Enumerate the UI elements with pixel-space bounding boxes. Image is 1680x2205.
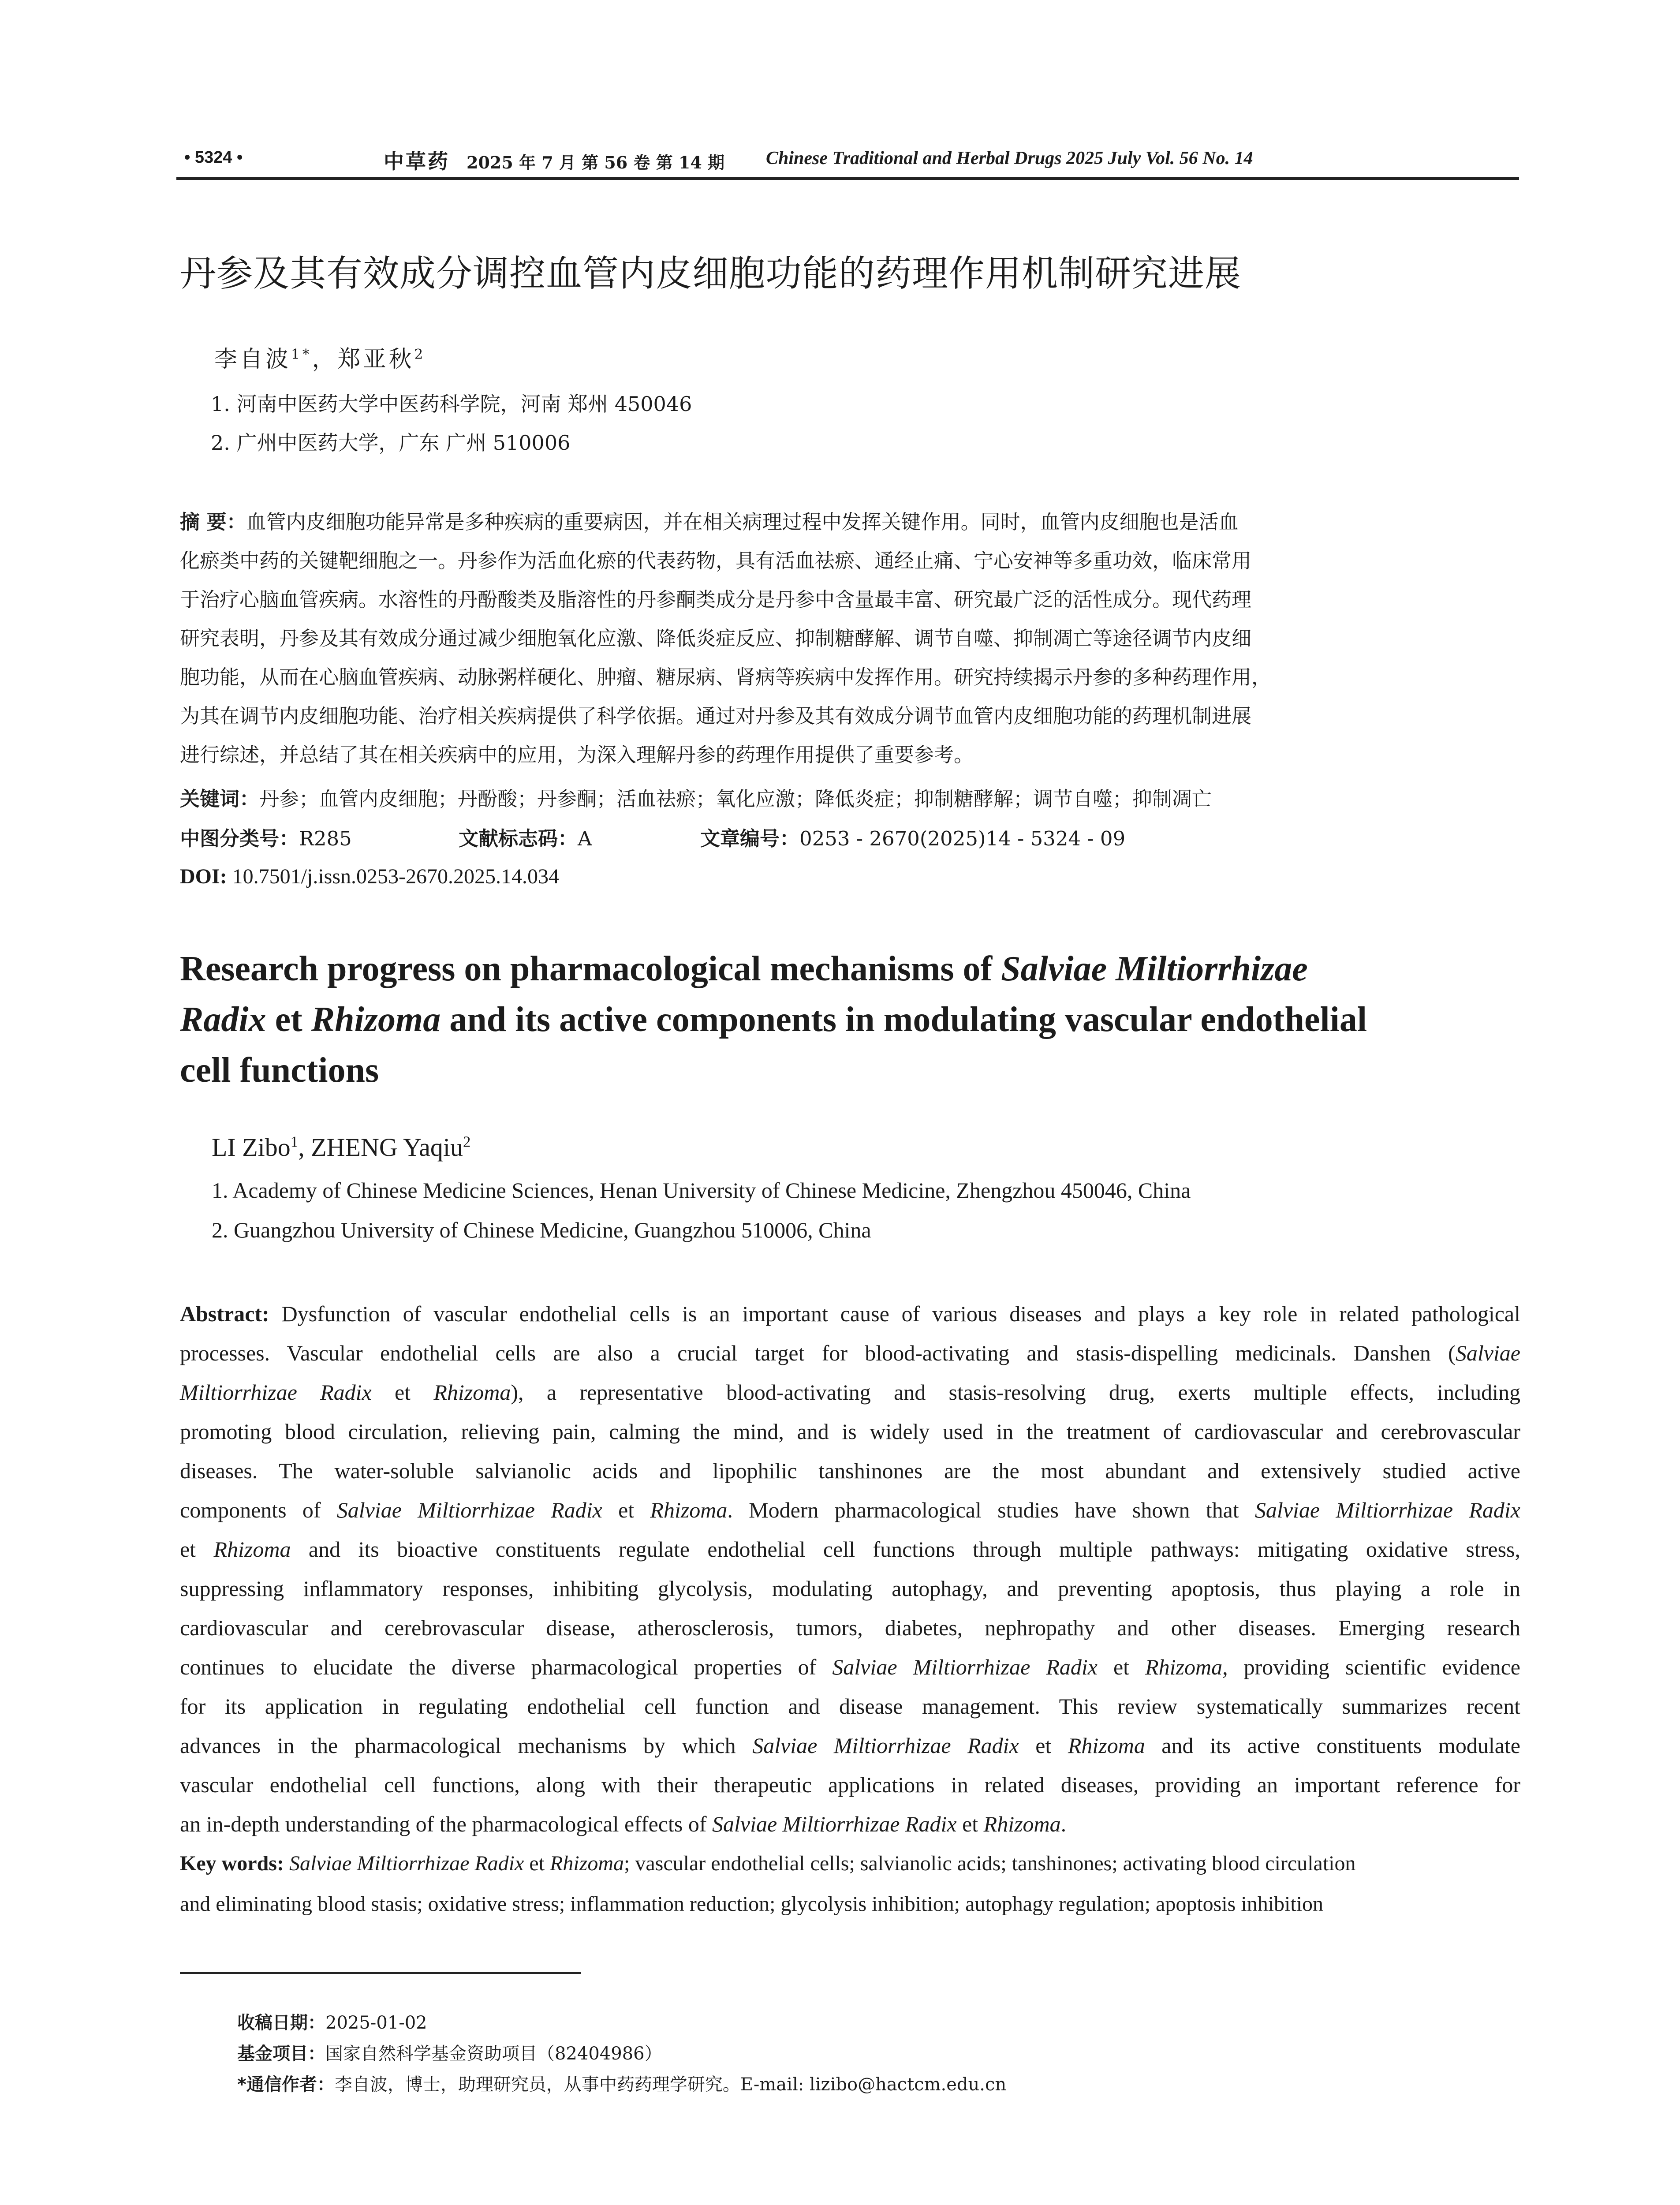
author-2-en-sup: 2	[463, 1133, 471, 1151]
footnote-rule	[180, 1972, 581, 1974]
keywords-cn-label: 关键词：	[180, 787, 260, 811]
abstract-en-text: components of	[180, 1498, 337, 1522]
abstract-en-text: promoting blood circulation, relieving pain, calming the mind, and is widely used in the treatment of cardiovascular and cerebrovascular	[180, 1419, 1520, 1444]
article-number	[700, 822, 1125, 851]
authors-cn	[214, 340, 426, 374]
title-en-text: Research progress on pharmacological mechanisms of	[180, 949, 1001, 988]
abstract-cn-line: 于治疗心脑血管疾病。水溶性的丹酚酸类及脂溶性的丹参酮类成分是丹参中含量最丰富、研究最广泛的活性成分。现代药理	[180, 588, 1252, 611]
abstract-en-italic: Rhizoma	[1145, 1655, 1223, 1679]
footnote-corresponding	[237, 2070, 1006, 2096]
abstract-en-text: et	[1019, 1733, 1068, 1758]
journal-name-en: Chinese Traditional and Herbal Drugs 2025 July Vol. 56 No. 14	[766, 148, 1253, 168]
abstract-en-text: for its application in regulating endothelial cell function and disease management. This review systematically summarizes recent	[180, 1694, 1520, 1719]
author-2-cn: 郑亚秋	[337, 346, 414, 373]
abstract-en-italic: Salviae Miltiorrhizae Radix	[752, 1733, 1019, 1758]
abstract-en-italic: Salviae Miltiorrhizae Radix	[712, 1812, 957, 1836]
received-date: 2025-01-02	[325, 2013, 427, 2033]
corresponding-label: *通信作者：	[237, 2074, 335, 2095]
clc-value: R285	[299, 827, 352, 850]
doc-code	[459, 822, 592, 851]
author-1-sup: 1*	[291, 346, 312, 363]
classification-line	[180, 822, 352, 851]
abstract-cn-label: 摘 要：	[180, 510, 246, 534]
abstract-en-text: et	[371, 1380, 434, 1405]
abstract-en-text: et	[956, 1812, 984, 1836]
footnote-received	[237, 2009, 427, 2034]
abstract-cn-line: 研究表明，丹参及其有效成分通过减少细胞氧化应激、降低炎症反应、抑制糖酵解、调节自噬、抑制凋亡等途径调节内皮细	[180, 627, 1252, 650]
abstract-en-italic: Salviae Miltiorrhizae Radix	[832, 1655, 1098, 1679]
title-en-italic: Rhizoma	[311, 1000, 441, 1039]
abstract-cn-line: 为其在调节内皮细胞功能、治疗相关疾病提供了科学依据。通过对丹参及其有效成分调节血管内皮细胞功能的药理机制进展	[180, 704, 1252, 728]
abstract-cn-line: 血管内皮细胞功能异常是多种疾病的重要病因，并在相关病理过程中发挥关键作用。同时，血管内皮细胞也是活血	[246, 510, 1239, 534]
author-1-cn: 李自波	[214, 346, 291, 373]
affiliation-en-1: 1. Academy of Chinese Medicine Sciences, Henan University of Chinese Medicine, Zhengzhou 450046, China	[212, 1178, 1191, 1203]
keywords-en-text: and eliminating blood stasis; oxidative stress; inflammation reduction; glycolysis inhibition; autophagy regulation; apoptosis inhibition	[180, 1892, 1324, 1916]
keywords-en-italic: Salviae Miltiorrhizae Radix	[284, 1852, 524, 1875]
article-number-label: 文章编号：	[700, 827, 800, 850]
abstract-en-text: vascular endothelial cell functions, along with their therapeutic applications in related diseases, providing an important reference for	[180, 1772, 1520, 1797]
abstract-en-text: and its bioactive constituents regulate endothelial cell functions through multiple pathways: mitigating oxidative stress,	[291, 1537, 1520, 1562]
clc-label: 中图分类号：	[180, 827, 299, 850]
abstract-en-text: processes. Vascular endothelial cells are also a crucial target for blood-activating and stasis-dispelling medicinals. Danshen (	[180, 1341, 1456, 1365]
title-en-italic: Salviae Miltiorrhizae	[1001, 949, 1308, 988]
abstract-en-text: et	[602, 1498, 650, 1522]
doc-code-value: A	[578, 827, 592, 850]
author-1-en: LI Zibo	[212, 1133, 291, 1162]
abstract-en-text: Dysfunction of vascular endothelial cells is an important cause of various diseases and plays a key role in related pathological	[269, 1301, 1520, 1326]
author-separator: ，	[312, 346, 338, 373]
abstract-en-text: .	[1060, 1812, 1067, 1836]
fund-value: 国家自然科学基金资助项目（82404986）	[325, 2044, 662, 2064]
abstract-en-text: diseases. The water-soluble salvianolic acids and lipophilic tanshinones are the most abundant and extensively studied active	[180, 1458, 1520, 1483]
author-2-sup: 2	[414, 346, 426, 363]
keywords-en-text: et	[524, 1852, 550, 1875]
abstract-en-text: suppressing inflammatory responses, inhibiting glycolysis, modulating autophagy, and preventing apoptosis, thus playing a role in	[180, 1576, 1520, 1601]
doi-label: DOI:	[180, 865, 227, 888]
doi	[180, 864, 559, 889]
abstract-en-label: Abstract:	[180, 1301, 269, 1326]
title-en-text: cell functions	[180, 1051, 379, 1090]
affiliation-cn-2: 2. 广州中医药大学，广东 广州 510006	[211, 431, 571, 455]
page-number: • 5324 •	[184, 148, 243, 167]
title-en-text: and its active components in modulating vascular endothelial	[441, 1000, 1367, 1039]
abstract-en-italic: Rhizoma	[1068, 1733, 1145, 1758]
corresponding-value: 李自波，博士，助理研究员，从事中药药理学研究。E-mail: lizibo@hactcm.edu.cn	[334, 2074, 1007, 2095]
abstract-en-italic: Rhizoma	[433, 1380, 511, 1405]
abstract-en-text: et	[180, 1537, 214, 1562]
abstract-en-italic: Miltiorrhizae Radix	[180, 1380, 372, 1405]
received-label: 收稿日期：	[237, 2013, 325, 2033]
abstract-en-text: cardiovascular and cerebrovascular disease, atherosclerosis, tumors, diabetes, nephropathy and other diseases. Emerging research	[180, 1615, 1520, 1640]
abstract-en-italic: Rhizoma	[650, 1498, 728, 1522]
abstract-cn-line: 化瘀类中药的关键靶细胞之一。丹参作为活血化瘀的代表药物，具有活血祛瘀、通经止痛、宁心安神等多重功效，临床常用	[180, 549, 1252, 572]
abstract-en-text: an in-depth understanding of the pharmacological effects of	[180, 1812, 712, 1836]
abstract-en-italic: Salviae	[1455, 1341, 1520, 1365]
author-1-en-sup: 1	[290, 1133, 299, 1151]
doi-value: 10.7501/j.issn.0253-2670.2025.14.034	[232, 865, 560, 888]
title-en-text: et	[266, 1000, 311, 1039]
abstract-en-text: continues to elucidate the diverse pharmacological properties of	[180, 1655, 833, 1679]
abstract-en-italic: Salviae Miltiorrhizae Radix	[1254, 1498, 1520, 1522]
abstract-en-text: . Modern pharmacological studies have shown that	[727, 1498, 1255, 1522]
keywords-en-italic: Rhizoma	[550, 1852, 624, 1875]
issue-info-cn: 2025 年 7 月 第 56 卷 第 14 期	[467, 153, 725, 172]
abstract-en-italic: Rhizoma	[213, 1537, 291, 1562]
abstract-en-text: and its active constituents modulate	[1145, 1733, 1520, 1758]
abstract-cn-line: 进行综述，并总结了其在相关疾病中的应用，为深入理解丹参的药理作用提供了重要参考。	[180, 743, 974, 766]
journal-name-cn: 中草药	[384, 149, 450, 173]
article-number-value: 0253 - 2670(2025)14 - 5324 - 09	[799, 827, 1126, 850]
authors-en	[212, 1132, 470, 1162]
abstract-en-text: ), a representative blood-activating and stasis-resolving drug, exerts multiple effects, including	[511, 1380, 1520, 1405]
keywords-en-label: Key words:	[180, 1852, 284, 1875]
author-separator-en: ,	[298, 1133, 311, 1162]
article-title-en	[180, 944, 1525, 1096]
article-title-cn: 丹参及其有效成分调控血管内皮细胞功能的药理作用机制研究进展	[180, 253, 1242, 295]
fund-label: 基金项目：	[237, 2044, 325, 2064]
abstract-en-italic: Salviae Miltiorrhizae Radix	[336, 1498, 602, 1522]
footnote-fund	[237, 2040, 662, 2065]
abstract-cn-line: 胞功能，从而在心脑血管疾病、动脉粥样硬化、肿瘤、糖尿病、肾病等疾病中发挥作用。研究持续揭示丹参的多种药理作用，	[180, 665, 1272, 689]
affiliation-cn-1: 1. 河南中医药大学中医药科学院，河南 郑州 450046	[211, 392, 692, 416]
abstract-en-text: advances in the pharmacological mechanisms by which	[180, 1733, 753, 1758]
keywords-cn-text: 丹参；血管内皮细胞；丹酚酸；丹参酮；活血祛瘀；氧化应激；降低炎症；抑制糖酵解；调节自噬；抑制凋亡	[259, 787, 1212, 811]
author-2-en: ZHENG Yaqiu	[311, 1133, 463, 1162]
abstract-cn	[180, 503, 1512, 774]
doc-code-label: 文献标志码：	[459, 827, 578, 850]
keywords-en	[180, 1843, 1520, 1925]
title-en-italic: Radix	[180, 1000, 266, 1039]
abstract-en-italic: Rhizoma	[983, 1812, 1061, 1836]
header-rule	[176, 177, 1519, 180]
abstract-en-text: et	[1097, 1655, 1146, 1679]
keywords-en-text: ; vascular endothelial cells; salvianolic acids; tanshinones; activating blood circulation	[624, 1852, 1356, 1875]
keywords-cn	[180, 783, 1212, 811]
abstract-en	[180, 1294, 1520, 1844]
abstract-en-text: , providing scientific evidence	[1222, 1655, 1520, 1679]
affiliation-en-2: 2. Guangzhou University of Chinese Medicine, Guangzhou 510006, China	[212, 1218, 871, 1242]
